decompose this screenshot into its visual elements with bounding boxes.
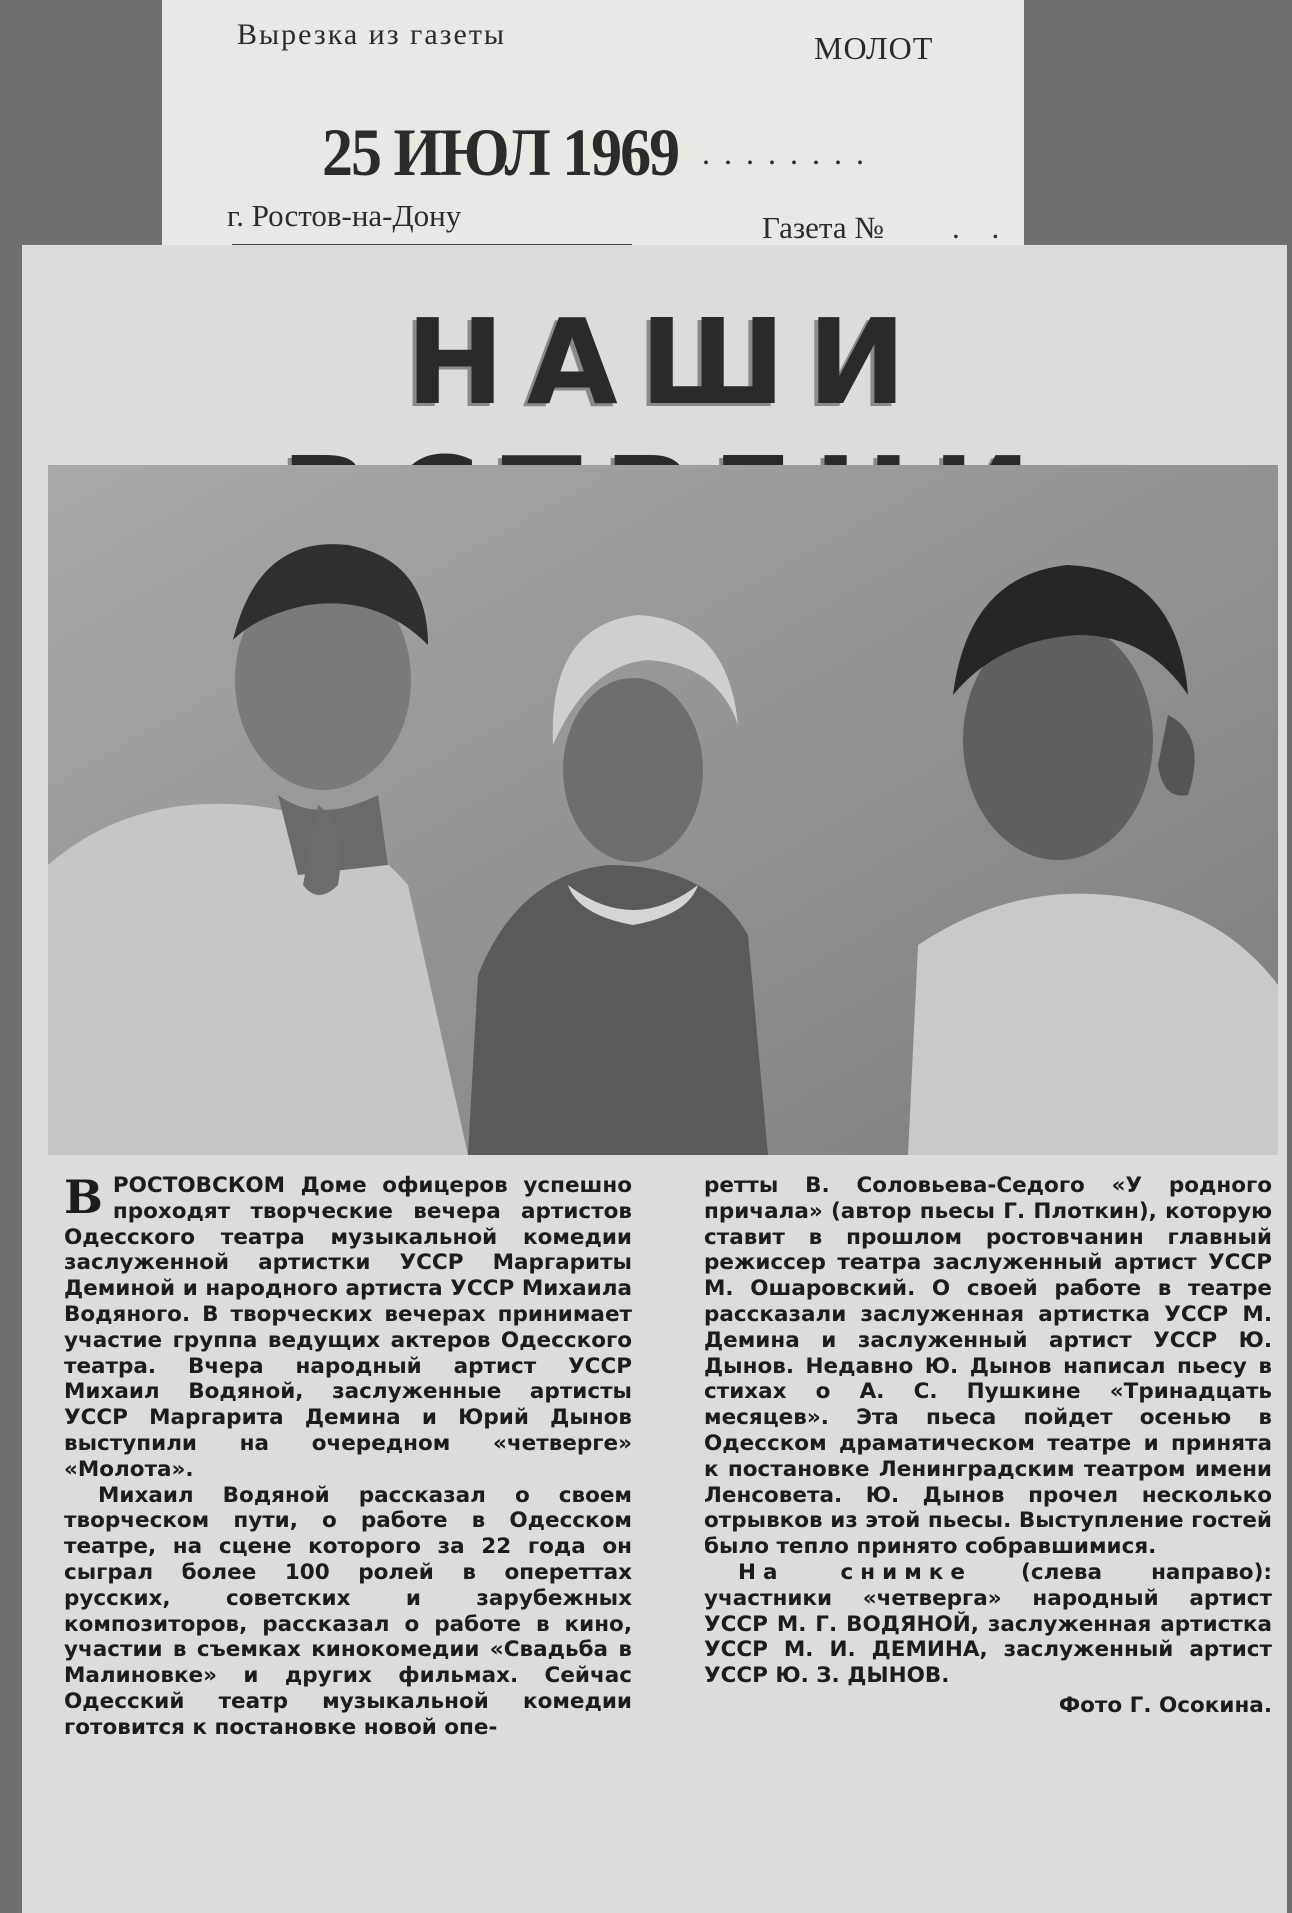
issue-label: Газета №: [762, 210, 884, 245]
photo-three-people-image: [48, 465, 1278, 1155]
drop-cap: В: [64, 1170, 103, 1224]
clipping-slip: [162, 0, 1024, 262]
paragraph-1: РОСТОВСКОМ Доме офицеров успешно проходят творческие вечера артистов Одесского театра музыкальной комедии заслуженной артистки УССР Маргариты Деминой и народного артиста УССР Михаила Водяного. В творческих вечерах принимает участие группа ведущих актеров Одесского театра. Вчера народный артист УССР Михаил Водяной, заслуженные артисты УССР Маргарита Демина и Юрий Дынов выступили на очередном «четверге» «Молота».: [64, 1173, 632, 1482]
newspaper-name: МОЛОТ: [814, 30, 934, 66]
paragraph-3: ретты В. Соловьева-Седого «У родного причала» (автор пьесы Г. Плоткин), которую ставит в прошлом ростовчанин главный режиссер театра заслуженный артист УССР М. Ошаровский. О своей работе в театре рассказали заслуженная артистка УССР М. Демина и заслуженный артист УССР Ю. Дынов. Недавно Ю. Дынов написал пьесу в стихах о А. С. Пушкине «Тринадцать месяцев». Эта пьеса пойдет осенью в Одесском драматическом театре и принята к постановке Ленинградским театром имени Ленсовета. Ю. Дынов прочел несколько отрывков из этой пьесы. Выступление гостей было тепло принято собравшимися.: [704, 1173, 1272, 1560]
headline: НАШИ: [405, 293, 929, 431]
caption-lead: На снимке: [738, 1559, 972, 1585]
paragraph-2: Михаил Водяной рассказал о своем творческом пути, о работе в Одесском театре, на сцене которого за 22 года он сыграл более 100 ролей в опереттах русских, советских и зарубежных композиторов, рассказал о работе в кино, участии в съемках кинокомедии «Свадьба в Малиновке» и других фильмах. Сейчас Одесский театр музыкальной комедии готовится к постановке новой опе-: [64, 1482, 632, 1740]
article-body: [50, 1170, 1282, 1913]
article-column-2: [704, 1173, 1272, 1913]
article-photo: [48, 465, 1278, 1155]
photo-credit: Фото Г. Осокина.: [1058, 1692, 1272, 1718]
caption-text: (слева направо): участники «четверга» народный артист УССР М. Г. ВОДЯНОЙ, заслуженная артистка УССР М. И. ДЕМИНА, заслуженный артист УССР Ю. З. ДЫНОВ.: [704, 1559, 1272, 1689]
city-label: г. Ростов-на-Дону: [227, 198, 462, 233]
date-dots: ........: [702, 135, 878, 171]
cutting-label: Вырезка из газеты: [237, 18, 507, 51]
photo-caption: [704, 1560, 1272, 1689]
article-column-1: [64, 1170, 632, 1913]
newspaper-clipping: [22, 245, 1287, 1913]
issue-dots: . .: [952, 210, 1012, 245]
date-stamp: 25 ИЮЛ 1969: [322, 115, 679, 191]
